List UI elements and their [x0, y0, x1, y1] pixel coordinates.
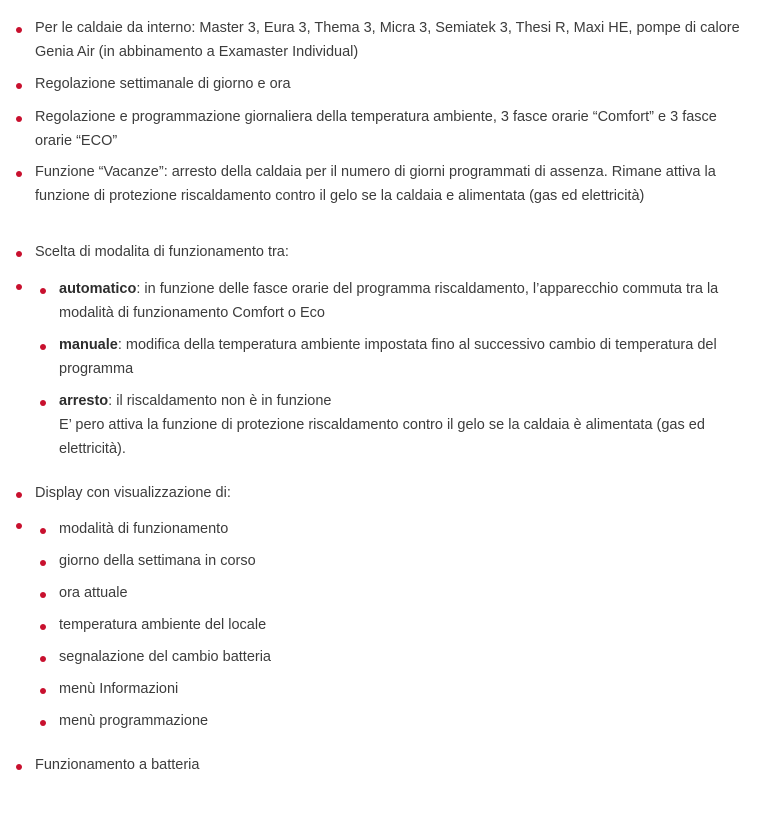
display-item: modalità di funzionamento	[59, 521, 229, 537]
bullet-icon	[16, 171, 22, 177]
list-item: Regolazione e programmazione giornaliera della temperatura ambiente, 3 fasce orarie “Comfort” e 3 fasce orarie “ECO”	[35, 109, 717, 149]
mode-desc: : il riscaldamento non è in funzione	[108, 393, 332, 409]
mode-desc: : in funzione delle fasce orarie del programma riscaldamento, l’apparecchio commuta tra la modalità di funzionamento Comfort o Eco	[59, 281, 719, 321]
display-item: menù programmazione	[59, 713, 209, 729]
bullet-icon	[40, 400, 46, 406]
mode-item-arresto	[59, 389, 749, 461]
list-item: Per le caldaie da interno: Master 3, Eura 3, Thema 3, Micra 3, Semiatek 3, Thesi R, Maxi HE, pompe di calore Genia Air (in abbinamento a Examaster Individual)	[35, 20, 740, 60]
mode-item-automatico	[59, 277, 749, 325]
display-item: temperatura ambiente del locale	[59, 617, 267, 633]
display-item: giorno della settimana in corso	[59, 553, 256, 569]
bullet-icon	[40, 344, 46, 350]
bullet-icon	[40, 592, 46, 598]
bullet-icon	[16, 83, 22, 89]
bullet-icon	[40, 624, 46, 630]
bullet-icon	[40, 560, 46, 566]
list-item: Scelta di modalita di funzionamento tra:	[35, 244, 289, 260]
bullet-icon	[16, 116, 22, 122]
bullet-icon	[40, 656, 46, 662]
bullet-icon	[40, 688, 46, 694]
bullet-icon	[16, 764, 22, 770]
mode-extra: E’ pero attiva la funzione di protezione riscaldamento contro il gelo se la caldaia è alimentata (gas ed elettricità).	[59, 417, 705, 457]
list-item: Display con visualizzazione di:	[35, 485, 231, 501]
bullet-icon	[40, 528, 46, 534]
bullet-icon	[16, 284, 22, 290]
mode-item-manuale	[59, 333, 749, 381]
mode-term: manuale	[59, 337, 118, 353]
display-item: menù Informazioni	[59, 681, 179, 697]
display-item: segnalazione del cambio batteria	[59, 649, 271, 665]
bullet-icon	[16, 523, 22, 529]
bullet-icon	[16, 27, 22, 33]
bullet-icon	[16, 251, 22, 257]
bullet-icon	[16, 492, 22, 498]
display-item: ora attuale	[59, 585, 128, 601]
bullet-icon	[40, 720, 46, 726]
mode-desc: : modifica della temperatura ambiente impostata fino al successivo cambio di temperatura del programma	[59, 337, 717, 377]
list-item: Funzionamento a batteria	[35, 757, 200, 773]
list-item: Regolazione settimanale di giorno e ora	[35, 76, 291, 92]
list-item: Funzione “Vacanze”: arresto della caldaia per il numero di giorni programmati di assenza. Rimane attiva la funzione di protezione riscaldamento contro il gelo se la caldaia e alimentata (gas ed elettricità)	[35, 164, 716, 204]
bullet-icon	[40, 288, 46, 294]
mode-term: automatico	[59, 281, 137, 297]
mode-term: arresto	[59, 393, 109, 409]
